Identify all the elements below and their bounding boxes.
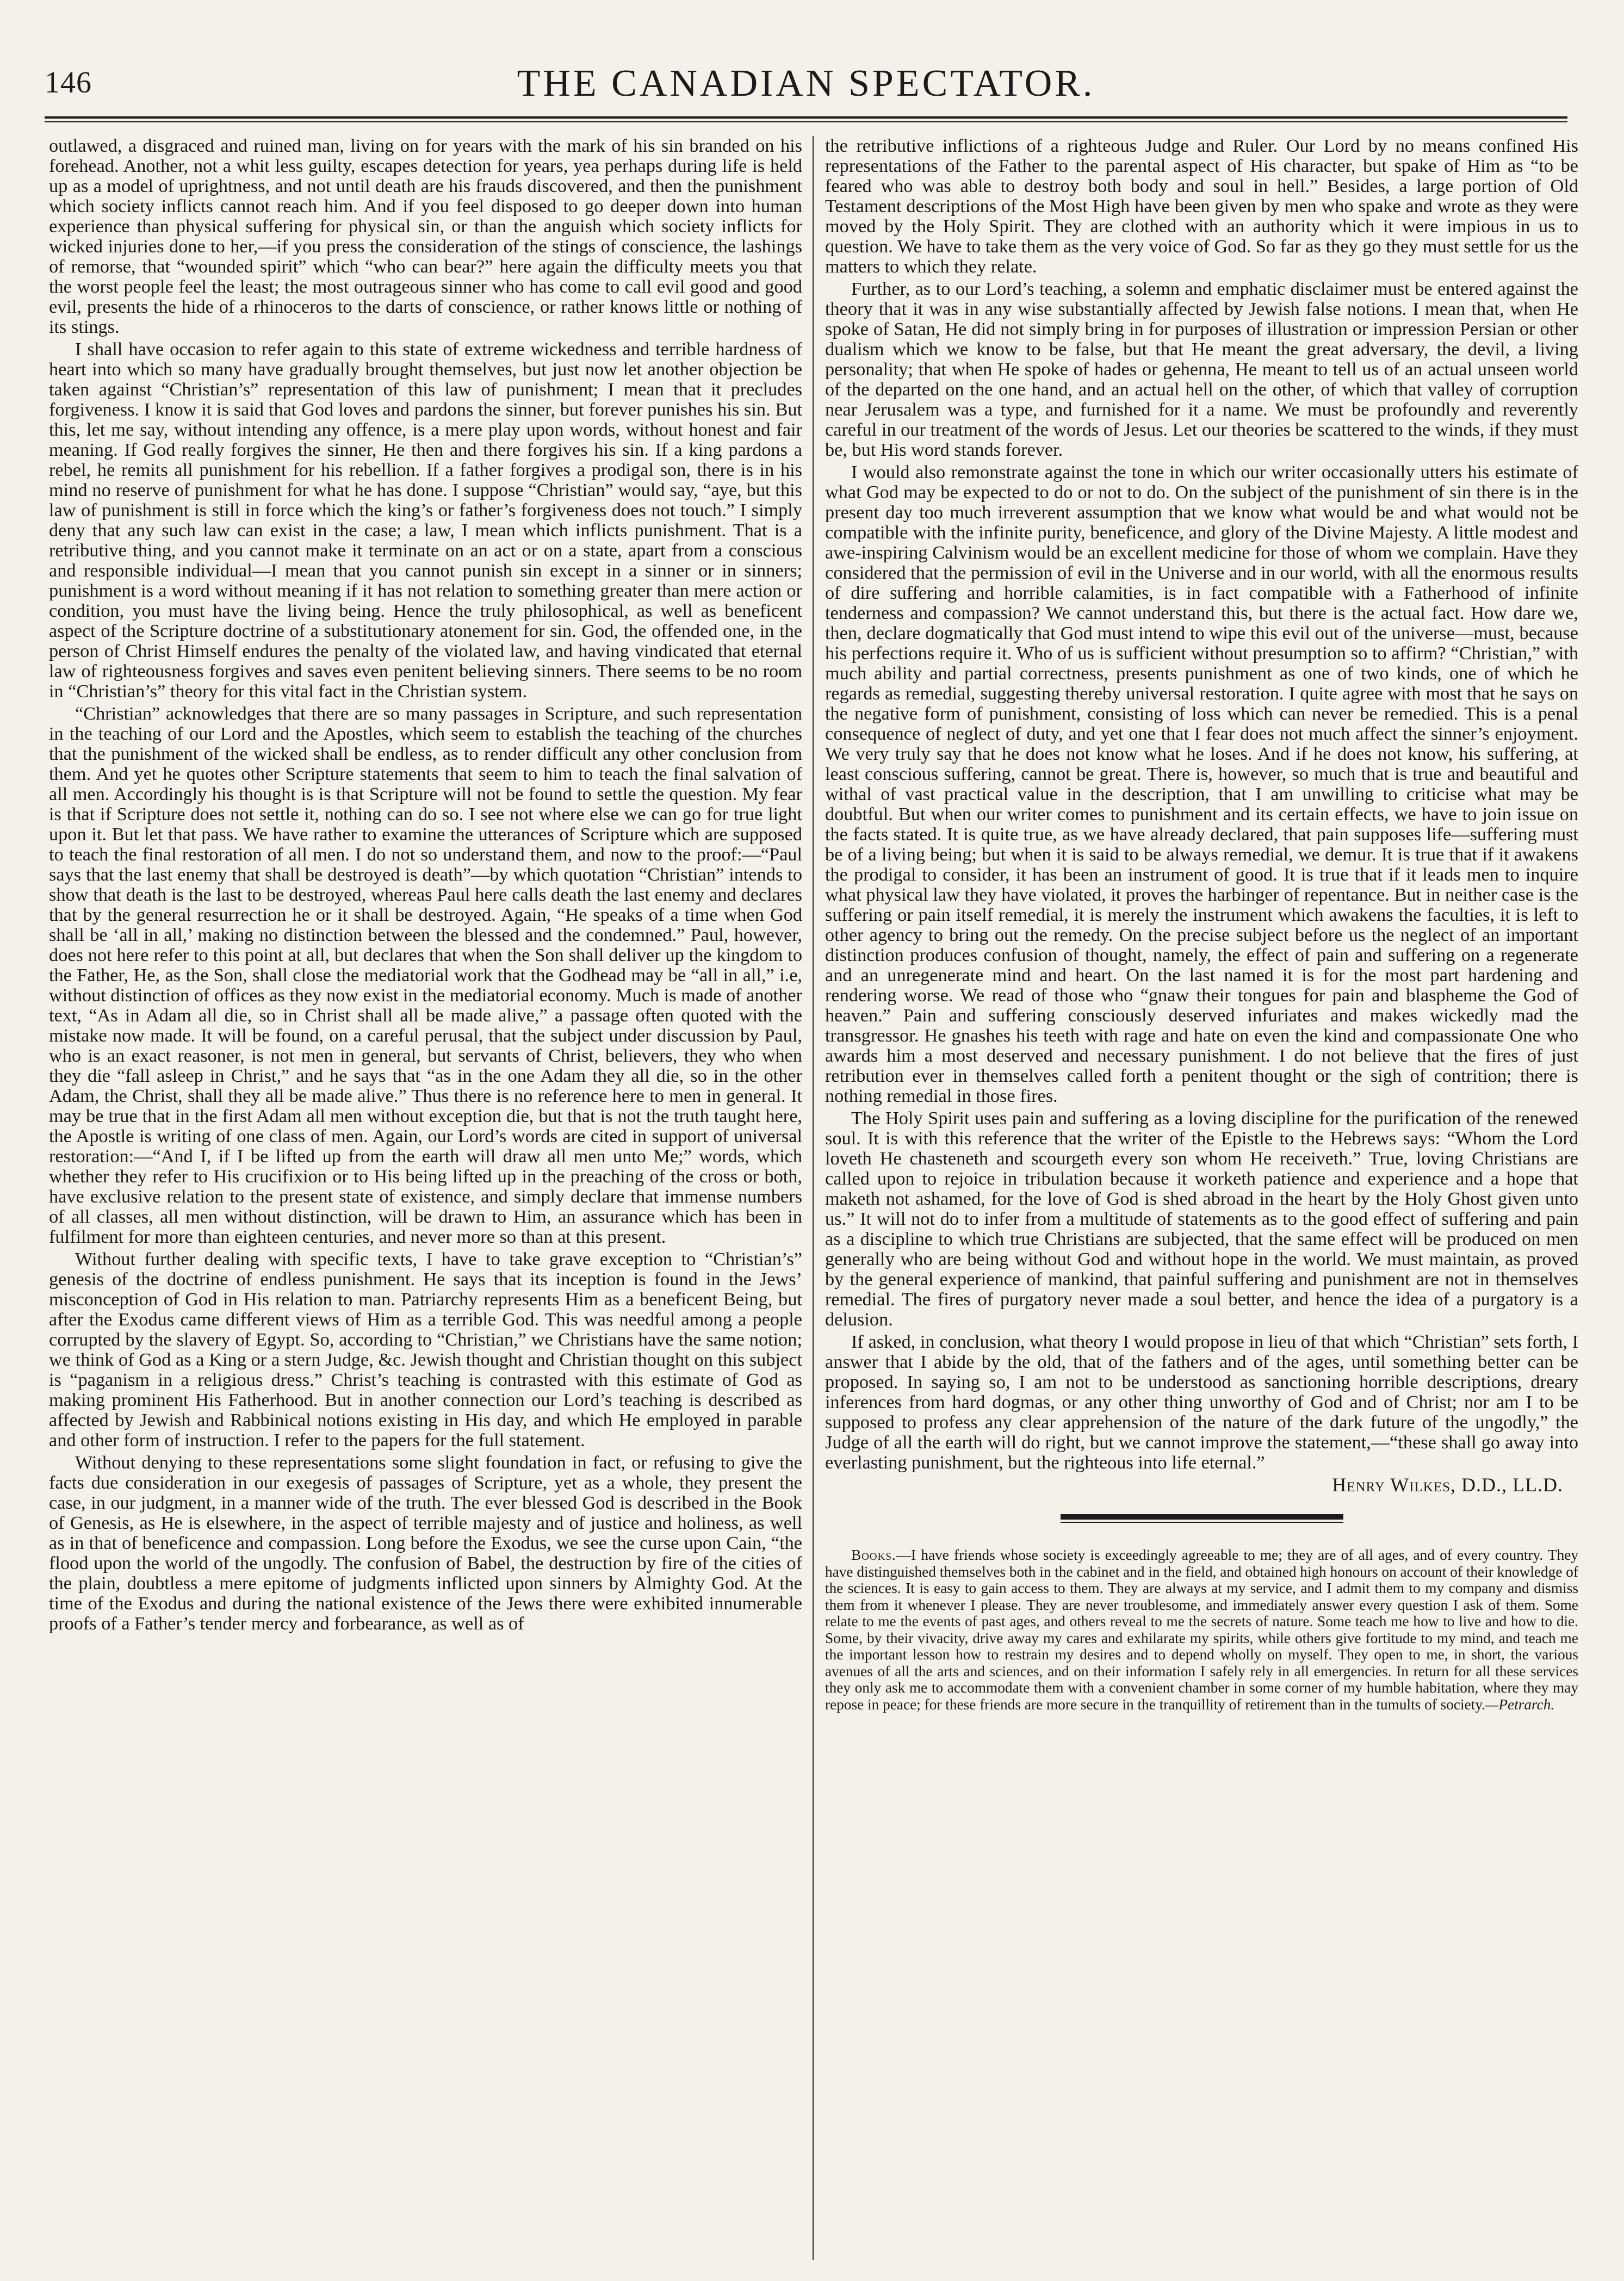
paragraph: The Holy Spirit uses pain and suffering as a loving discipline for the purification of the renewed soul. It is with this reference that the writer of the Epistle to the Hebrews says: “Whom the Lord loveth He chasteneth and scourgeth every son whom He receiveth.” True, loving Christians are called upon to rejoice in tribulation because it worketh patience and experience and a hope that maketh not ashamed, for the love of God is shed abroad in the heart by the Holy Ghost given unto us.” It will not do to infer from a multitude of statements as to the good effect of suffering and pain as a discipline to which true Christians are subjected, that the same effect will be produced on men generally who are being without God and without hope in the world. We must maintain, as proved by the general experience of mankind, that painful suffering and punishment are not in themselves remedial. The fires of purgatory never made a soul better, and hence the idea of a purgatory is a delusion. [825,1108,1578,1330]
paragraph: the retributive inflictions of a righteous Judge and Ruler. Our Lord by no means confined His representations of the Father to the parental aspect of His character, but spake of Him as “to be feared who was able to destroy both body and soul in hell.” Besides, a large portion of Old Testament descriptions of the Most High have been given by men who spake and wrote as they were moved by the Holy Spirit. They are clothed with an authority which it were impious in us to question. We have to take them as the very voice of God. So far as they go they must settle for us the matters to which they relate. [825,136,1578,277]
page-header [45,59,1567,113]
paragraph: Without further dealing with specific texts, I have to take grave exception to “Christian’s” genesis of the doctrine of endless punishment. He says that its inception is found in the Jews’ misconception of God in His relation to man. Patriarchy represents Him as a beneficent Being, but after the Exodus came different views of Him as a terrible God. This was needful among a people corrupted by the slavery of Egypt. So, according to “Christian,” we Christians have the same notion; we think of God as a King or a stern Judge, &c. Jewish thought and Christian thought on this subject is “paganism in a religious dress.” Christ’s teaching is contrasted with this estimate of God as making prominent His Fatherhood. But in another connection our Lord’s teaching is described as affected by Jewish and Rabbinical notions existing in His day, and which He employed in parable and other form of instruction. I refer to the papers for the full statement. [49,1249,802,1451]
paragraph: If asked, in conclusion, what theory I would propose in lieu of that which “Christian” sets forth, I answer that I abide by the old, that of the fathers and of the ages, until something better can be proposed. In saying so, I am not to be understood as sanctioning horrible descriptions, dreary inferences from hard dogmas, or any other thing unworthy of God and of Christ; nor am I to be supposed to profess any clear apprehension of the nature of the dark future of the ungodly,” the Judge of all the earth will do right, but we cannot improve the statement,—“these shall go away into everlasting punishment, but the righteous into life eternal.” [825,1331,1578,1473]
paragraph: I would also remonstrate against the tone in which our writer occasionally utters his estimate of what God may be expected to do or not to do. On the subject of the punishment of sin there is in the present day too much irreverent assumption that we know what would be and what would not be compatible with the infinite purity, beneficence, and glory of the Divine Majesty. A little modest and awe-inspiring Calvinism would be an excellent medicine for those of whom we complain. Have they considered that the permission of evil in the Universe and in our world, with all the enormous results of dire suffering and horrible calamities, is in fact compatible with a Fatherhood of infinite tenderness and compassion? We cannot understand this, but there is the actual fact. How dare we, then, declare dogmatically that God must intend to wipe this evil out of the universe—must, because his perfections require it. Who of us is sufficient without presumption so to affirm? “Christian,” with much ability and partial correctness, presents punishment as one of two kinds, one of which he regards as remedial, suggesting thereby universal restoration. I quite agree with most that he says on the negative form of punishment, consisting of loss which can never be remedied. This is a penal consequence of neglect of duty, and yet one that I fear does not much affect the sinner’s enjoyment. We very truly say that he does not know what he loses. And if he does not know, his suffering, at least conscious suffering, cannot be great. There is, however, so much that is true and beautiful and withal of vast practical value in the description, that I am unwilling to criticise what may be doubtful. But when our writer comes to punishment and its certain effects, we have to join issue on the facts stated. It is quite true, as we have already declared, that pain supposes life—suffering must be of a living being; but when it is said to be always remedial, we demur. It is true that if it awakens the prodigal to consider, it has been an instrument of good. It is true that if it leads men to inquire what physical law they have violated, it proves the harbinger of repentance. But in neither case is the suffering or pain itself remedial, it is merely the instrument which awakens the faculties, it is left to other agency to bring out the remedy. On the precise subject before us the neglect of an important distinction produces confusion of thought, namely, the effect of pain and suffering on a regenerate and an unregenerate mind and heart. On the last named it is for the most part hardening and rendering worse. We read of those who “gnaw their tongues for pain and blaspheme the God of heaven.” Pain and suffering consciously deserved infuriates and makes wickedly mad the transgressor. He gnashes his teeth with rage and hate on even the kind and compassionate One who awards him a most deserved and necessary punishment. I do not believe that the fires of just retribution ever in themselves called forth a penitent thought or the sigh of contrition; there is nothing remedial in those fires. [825,462,1578,1106]
paragraph: Further, as to our Lord’s teaching, a solemn and emphatic disclaimer must be entered against the theory that it was in any wise substantially affected by Jewish false notions. I mean that, when He spoke of Satan, He did not simply bring in for purposes of illustration or impression Persian or other dualism which we know to be false, but that He meant the great adversary, the devil, a living personality; that when He spoke of hades or gehenna, He meant to tell us of an actual unseen world of the departed on the one hand, and an actual hell on the other, of which that valley of corruption near Jerusalem was a type, and furnished for it a name. We must be profoundly and reverently careful in our treatment of the words of Jesus. Let our theories be scattered to the winds, if they must be, but His word stands forever. [825,278,1578,460]
right-column [825,136,1578,2260]
section-rule-thin [1061,1522,1343,1523]
masthead: THE CANADIAN SPECTATOR. [517,63,1095,104]
header-rule [45,116,1567,119]
extract-text: —I have friends whose society is exceedingly agreeable to me; they are of all ages, and of every country. They have distinguished themselves both in the cabinet and in the field, and obtained high honours on account of their knowledge of the sciences. It is easy to gain access to them. They are always at my service, and I admit them to my company and dismiss them from it whenever I please. They are never troublesome, and immediately answer every question I ask of them. Some relate to me the events of past ages, and others reveal to me the secrets of nature. Some teach me how to live and how to die. Some, by their vivacity, drive away my cares and exhilarate my spirits, while others give fortitude to my mind, and teach me the important lesson how to restrain my desires and to depend wholly on myself. They open to me, in short, the various avenues of all the arts and sciences, and on their information I safely rely in all emergencies. In return for all these services they only ask me to accommodate them with a convenient chamber in some corner of my humble habitation, where they may repose in peace; for these friends are more secure in the tranquillity of retirement than in the tumults of society. [825,1547,1578,1713]
books-extract [825,1547,1578,1713]
extract-attribution: —Petrarch. [1485,1696,1555,1713]
extract-heading: Books. [851,1547,896,1563]
author-signature: Henry Wilkes, D.D., LL.D. [1332,1474,1563,1496]
column-divider [813,136,814,2260]
page-number: 146 [45,66,92,100]
left-column [49,136,802,2260]
paragraph: outlawed, a disgraced and ruined man, living on for years with the mark of his sin branded on his forehead. Another, not a whit less guilty, escapes detection for years, yea perhaps during life is held up as a model of uprightness, and not until death are his frauds discovered, and then the punishment which society inflicts cannot reach him. And if you feel disposed to go deeper down into human experience than physical suffering for physical sin, or than the anguish which society inflicts for wicked injuries done to her,—if you press the consideration of the stings of conscience, the lashings of remorse, that “wounded spirit” which “who can bear?” here again the difficulty meets you that the worst people feel the least; the most outrageous sinner who has come to call evil good and good evil, presents the hide of a rhinoceros to the darts of conscience, or rather knows little or nothing of its stings. [49,136,802,337]
header-rule-thin [45,121,1567,122]
paragraph: I shall have occasion to refer again to this state of extreme wickedness and terrible hardness of heart into which so many have gradually brought themselves, but just now let another objection be taken against “Christian’s” representation of this law of punishment; I mean that it precludes forgiveness. I know it is said that God loves and pardons the sinner, but forever punishes his sin. But this, let me say, without intending any offence, is a mere play upon words, without honest and fair meaning. If God really forgives the sinner, He then and there forgives his sin. If a king pardons a rebel, he remits all punishment for his rebellion. If a father forgives a prodigal son, there is in his mind no reserve of punishment for what he has done. I suppose “Christian” would say, “aye, but this law of punishment is still in force which the king’s or father’s forgiveness does not touch.” I simply deny that any such law can exist in the case; a law, I mean which inflicts punishment. That is a retributive thing, and you cannot make it terminate on an act or on a state, apart from a conscious and responsible individual—I mean that you cannot punish sin except in a sinner or in sinners; punishment is a word without meaning if it has not relation to something greater than mere action or condition, you must have the living being. Hence the truly philosophical, as well as beneficent aspect of the Scripture doctrine of a substitutionary atonement for sin. God, the offended one, in the person of Christ Himself endures the penalty of the violated law, and having vindicated that eternal law of righteousness forgives and saves even penitent believing sinners. There seems to be no room in “Christian’s” theory for this vital fact in the Christian system. [49,339,802,702]
paragraph: Without denying to these representations some slight foundation in fact, or refusing to give the facts due consideration in our exegesis of passages of Scripture, yet as a whole, they present the case, in our judgment, in a manner wide of the truth. The ever blessed God is described in the Book of Genesis, as He is elsewhere, in the aspect of terrible majesty and of justice and holiness, as well as in that of beneficence and compassion. Long before the Exodus, we see the curse upon Cain, “the flood upon the world of the ungodly. The confusion of Babel, the destruction by fire of the cities of the plain, doubtless a mere epitome of judgments inflicted upon sinners by Almighty God. At the time of the Exodus and during the national existence of the Jews there were exhibited innumerable proofs of a Father’s tender mercy and forbearance, as well as of [49,1452,802,1634]
section-rule [1061,1514,1343,1520]
paragraph: “Christian” acknowledges that there are so many passages in Scripture, and such representation in the teaching of our Lord and the Apostles, which seem to establish the teaching of the churches that the punishment of the wicked shall be endless, as to render difficult any other conclusion from them. And yet he quotes other Scripture statements that seem to him to teach the final salvation of all men. Accordingly his thought is is that Scripture will not be found to settle the question. My fear is that if Scripture does not settle it, nothing can do so. I see not where else we can go for true light upon it. But let that pass. We have rather to examine the utterances of Scripture which are supposed to teach the final restoration of all men. I do not so understand them, and now to the proof:—“Paul says that the last enemy that shall be destroyed is death”—by which quotation “Christian” intends to show that death is the last to be destroyed, whereas Paul here calls death the last enemy and declares that by the general resurrection he or it shall be destroyed. Again, “He speaks of a time when God shall be ‘all in all,’ making no distinction between the blessed and the condemned.” Paul, however, does not here refer to this point at all, but declares that when the Son shall deliver up the kingdom to the Father, He, as the Son, shall close the mediatorial work that the Godhead may be “all in all,” i.e, without distinction of offices as they now exist in the mediatorial economy. Much is made of another text, “As in Adam all die, so in Christ shall all be made alive,” a passage often quoted with the mistake now made. It will be found, on a careful perusal, that the subject under discussion by Paul, who is an exact reasoner, is not men in general, but servants of Christ, believers, they who when they die “fall asleep in Christ,” and he says that “as in the one Adam they all die, so in the other Adam, the Christ, shall they all be made alive.” Thus there is no reference here to men in general. It may be true that in the first Adam all men without exception die, but that is not the truth taught here, the Apostle is writing of one class of men. Again, our Lord’s words are cited in support of universal restoration:—“And I, if I be lifted up from the earth will draw all men unto Me;” words, which whether they refer to His crucifixion or to His being lifted up in the preaching of the cross or both, have exclusive relation to the present state of existence, and simply declare that immense numbers of all classes, all men without distinction, will be drawn to Him, an assurance which has been in fulfilment for more than eighteen centuries, and never more so than at this present. [49,703,802,1247]
